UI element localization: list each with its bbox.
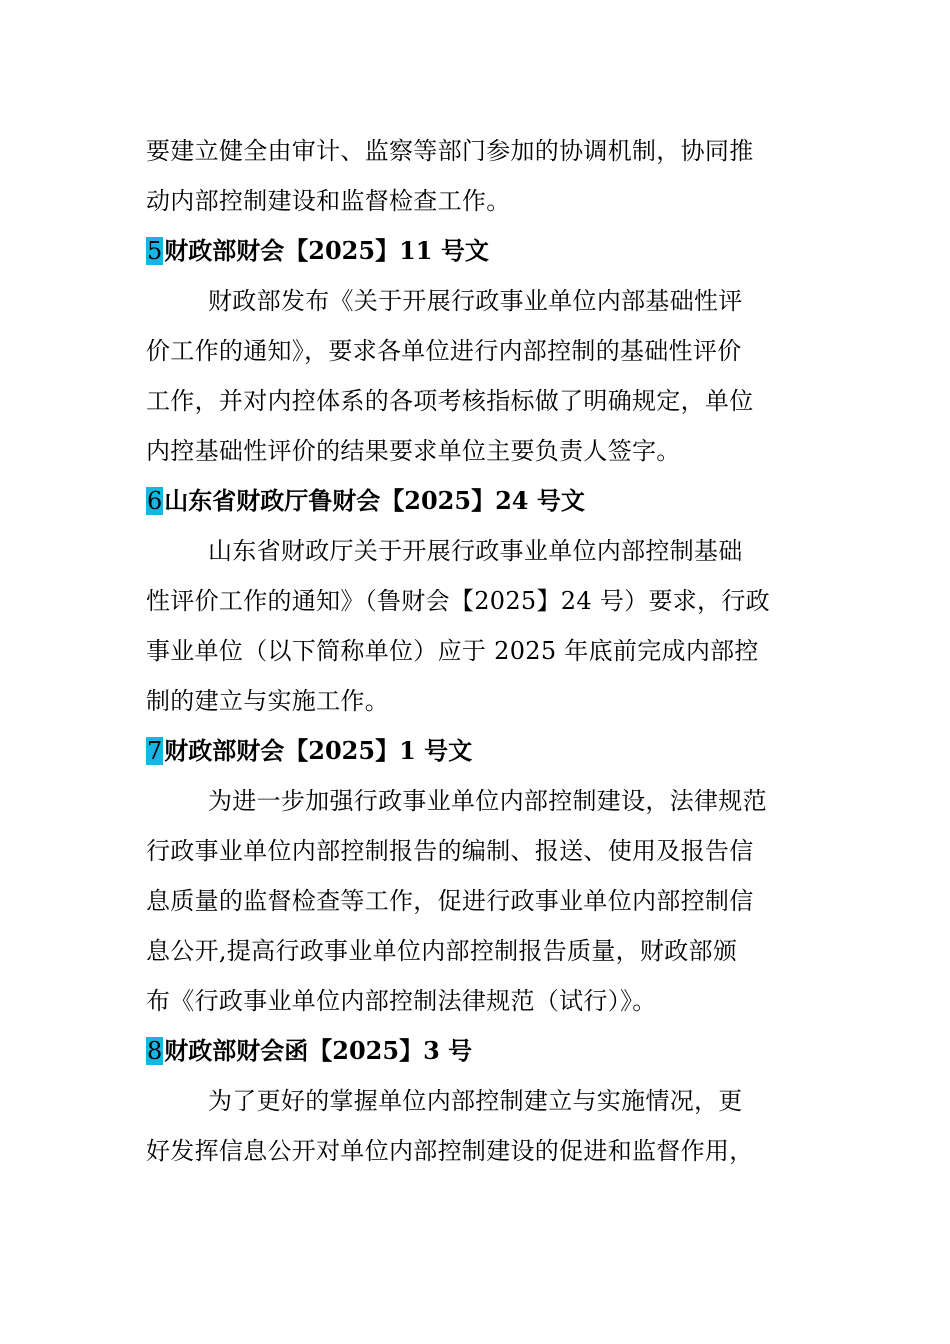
section-paragraph-8 [146,1076,806,1176]
section-number-badge: 5 [147,237,163,265]
text-line: 为了更好的掌握单位内部控制建立与实施情况，更 [208,1087,743,1115]
section-number-badge: 8 [147,1037,163,1065]
section-paragraph-5 [146,276,806,476]
text-line: 内控基础性评价的结果要求单位主要负责人签字。 [146,437,681,465]
section-heading-8 [146,1026,806,1076]
text-line: 行政事业单位内部控制报告的编制、报送、使用及报告信 [146,837,754,865]
text-line: 为进一步加强行政事业单位内部控制建设，法律规范 [208,787,767,815]
section-heading-5 [146,226,806,276]
text-line: 工作，并对内控体系的各项考核指标做了明确规定，单位 [146,387,754,415]
text-line: 价工作的通知》，要求各单位进行内部控制的基础性评价 [146,337,742,365]
section-number-badge: 7 [147,737,163,765]
section-title: 财政部财会【2025】1 号文 [164,736,473,765]
section-title: 山东省财政厅鲁财会【2025】24 号文 [164,486,585,515]
text-line: 布《行政事业单位内部控制法律规范（试行）》。 [146,987,657,1015]
section-title: 财政部财会函【2025】3 号 [164,1036,473,1065]
section-heading-6 [146,476,806,526]
text-line: 财政部发布《关于开展行政事业单位内部基础性评 [208,287,743,315]
document-body [146,126,806,1176]
section-paragraph-7 [146,776,806,1026]
text-line: 山东省财政厅关于开展行政事业单位内部控制基础 [208,537,743,565]
text-line: 息质量的监督检查等工作，促进行政事业单位内部控制信 [146,887,754,915]
text-line: 性评价工作的通知》（鲁财会【2025】24 号）要求，行政 [146,587,770,615]
text-line: 制的建立与实施工作。 [146,687,389,715]
text-line: 好发挥信息公开对单位内部控制建设的促进和监督作用， [146,1137,754,1165]
text-line: 息公开,提高行政事业单位内部控制报告质量，财政部颁 [146,937,738,965]
text-line: 动内部控制建设和监督检查工作。 [146,187,511,215]
text-line: 要建立健全由审计、监察等部门参加的协调机制，协同推 [146,137,754,165]
paragraph-continuation [146,126,806,226]
text-line: 事业单位（以下简称单位）应于 2025 年底前完成内部控 [146,637,759,665]
section-paragraph-6 [146,526,806,726]
section-title: 财政部财会【2025】11 号文 [164,236,489,265]
section-heading-7 [146,726,806,776]
section-number-badge: 6 [147,487,163,515]
